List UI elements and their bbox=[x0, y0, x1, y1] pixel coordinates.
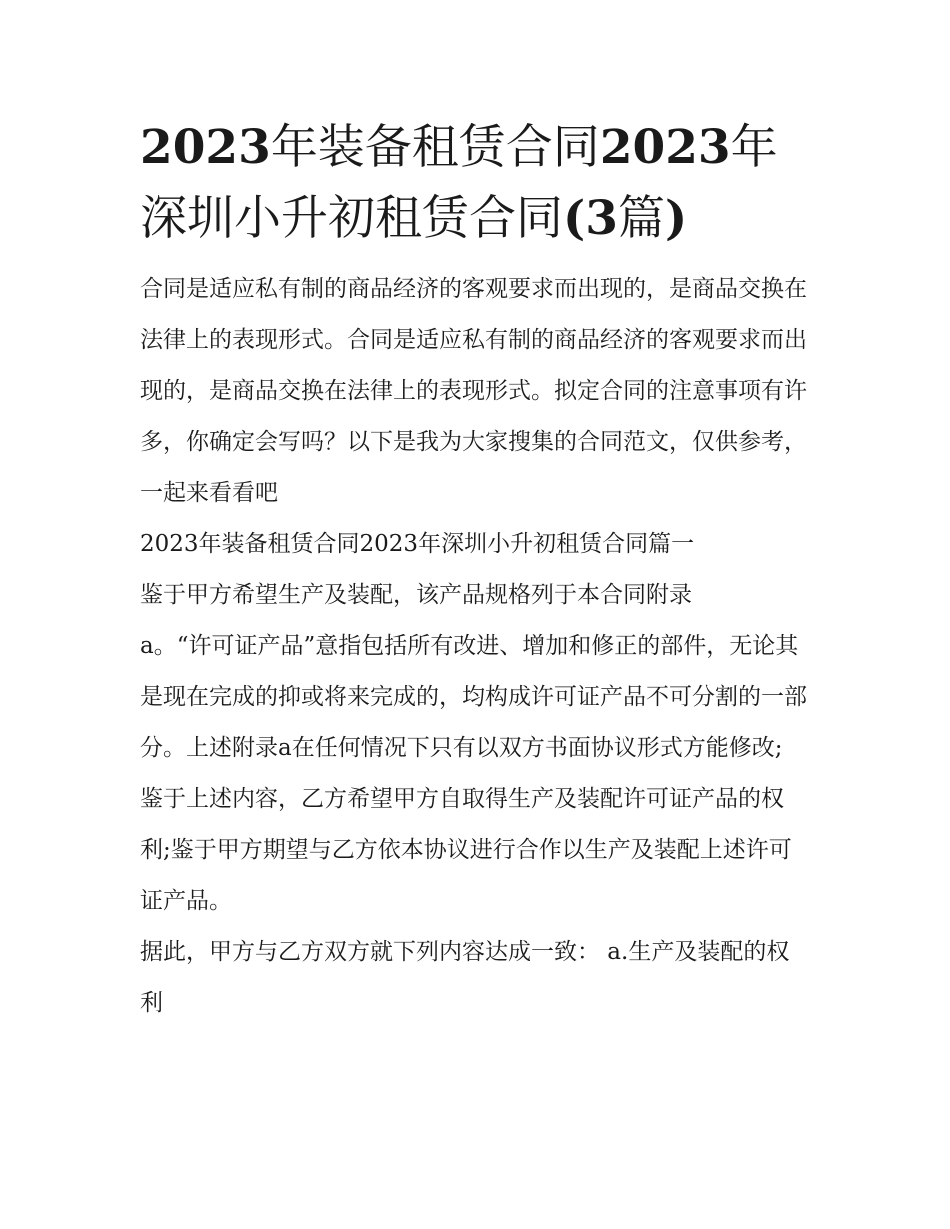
title-year-2: 2023 bbox=[599, 120, 731, 175]
paragraph-recital-3: 鉴于上述内容，乙方希望甲方自取得生产及装配许可证产品的权利;鉴于甲方期望与乙方依本协议进行合作以生产及装配上述许可证产品。 bbox=[140, 786, 792, 914]
paragraph-intro: 合同是适应私有制的商品经济的客观要求而出现的，是商品交换在法律上的表现形式。合同是适应私有制的商品经济的客观要求而出现的，是商品交换在法律上的表现形式。拟定合同的注意事项有许多，你确定会写吗？以下是我为大家搜集的合同范文，仅供参考，一起来看看吧 bbox=[140, 276, 807, 506]
paragraph-recital-2: a。“许可证产品”意指包括所有改进、增加和修正的部件，无论其是现在完成的抑或将来完成的，均构成许可证产品不可分割的一部分。上述附录a在任何情况下只有以双方书面协议形式方能修改; bbox=[140, 633, 807, 761]
document-title bbox=[140, 112, 812, 254]
document-body bbox=[140, 264, 812, 1029]
title-year-1: 2023 bbox=[140, 120, 271, 175]
paragraph-section-heading: 2023年装备租赁合同2023年深圳小升初租赁合同篇一 bbox=[140, 531, 695, 557]
paragraph-agreement: 据此，甲方与乙方双方就下列内容达成一致： a.生产及装配的权利 bbox=[140, 939, 790, 1016]
title-text-1: 年装备租赁合同 bbox=[270, 120, 600, 175]
document-content bbox=[140, 112, 812, 1029]
title-text-2: 年深圳小升初租赁合同 bbox=[140, 120, 778, 246]
paragraph-recital-1: 鉴于甲方希望生产及装配，该产品规格列于本合同附录 bbox=[140, 582, 692, 608]
title-count-unit: 篇 bbox=[617, 191, 665, 246]
title-count-open: (3 bbox=[563, 191, 618, 246]
title-count-close: ) bbox=[664, 191, 688, 246]
